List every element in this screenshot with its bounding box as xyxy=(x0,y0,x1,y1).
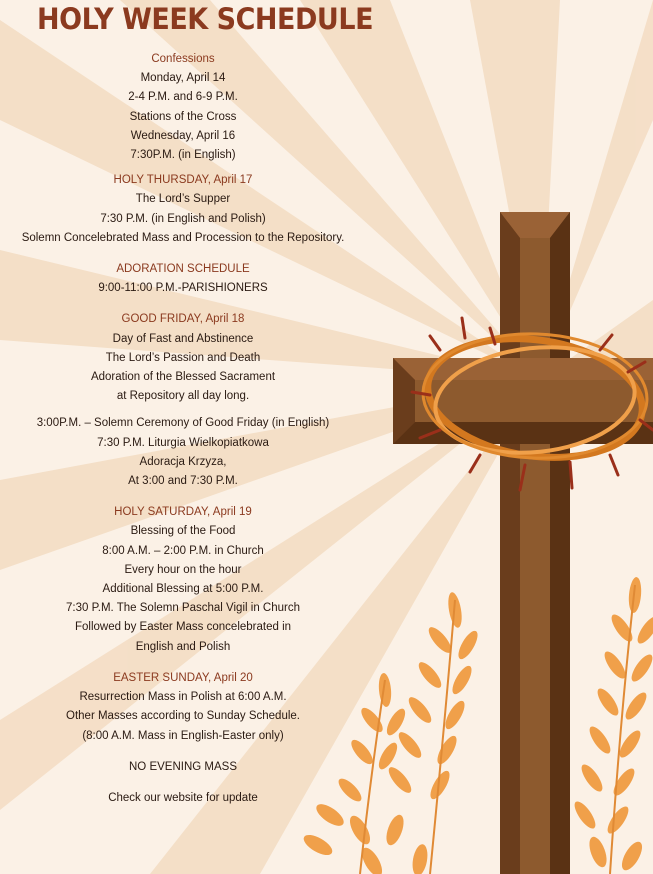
schedule xyxy=(0,50,366,808)
section-heading: Confessions xyxy=(151,53,215,65)
easter-sunday-section xyxy=(0,669,366,746)
schedule-line: Day of Fast and Abstinence xyxy=(112,332,254,345)
section-heading: ADORATION SCHEDULE xyxy=(116,263,250,276)
schedule-line: At 3:00 and 7:30 P.M. xyxy=(128,475,238,488)
footer-note xyxy=(0,789,366,808)
no-evening-mass-notice xyxy=(0,758,366,777)
schedule-line: The Lord’s Supper xyxy=(135,193,231,206)
holy-saturday-section xyxy=(0,503,366,657)
schedule-line: Adoracja Krzyza, xyxy=(139,455,227,468)
schedule-line: 2-4 P.M. and 6-9 P.M. xyxy=(128,91,238,104)
section-heading: EASTER SUNDAY, April 20 xyxy=(113,671,253,684)
confessions-section xyxy=(0,50,366,165)
good-friday-section xyxy=(0,310,366,491)
notice-text: NO EVENING MASS xyxy=(129,760,237,773)
page-title: HOLY WEEK SCHEDULE xyxy=(37,2,374,36)
schedule-line: English and Polish xyxy=(135,640,231,653)
schedule-line: Stations of the Cross xyxy=(129,110,237,123)
schedule-line: 7:30 P.M. (in English and Polish) xyxy=(100,212,266,225)
schedule-line: Additional Blessing at 5:00 P.M. xyxy=(102,583,264,596)
schedule-line: (8:00 A.M. Mass in English-Easter only) xyxy=(82,729,284,742)
schedule-line: 9:00-11:00 P.M.-PARISHIONERS xyxy=(98,282,268,295)
schedule-line: Other Masses according to Sunday Schedule. xyxy=(66,710,300,723)
schedule-line: Followed by Easter Mass concelebrated in xyxy=(74,621,292,634)
adoration-section xyxy=(0,260,366,298)
schedule-line: Resurrection Mass in Polish at 6:00 A.M. xyxy=(79,691,287,704)
schedule-line: Every hour on the hour xyxy=(124,563,242,576)
footer-text: Check our website for update xyxy=(108,791,258,804)
spacer xyxy=(0,406,366,414)
schedule-line: Solemn Concelebrated Mass and Procession to the Repository. xyxy=(21,231,345,244)
schedule-line: 7:30 P.M. The Solemn Paschal Vigil in Church xyxy=(66,602,300,615)
schedule-line: 7:30P.M. (in English) xyxy=(130,149,236,162)
section-heading: HOLY SATURDAY, April 19 xyxy=(114,506,252,519)
schedule-line: Blessing of the Food xyxy=(130,525,236,538)
section-heading: GOOD FRIDAY, April 18 xyxy=(121,313,245,326)
schedule-line: 8:00 A.M. – 2:00 P.M. in Church xyxy=(102,544,264,557)
schedule-line: 7:30 P.M. Liturgia Wielkopiatkowa xyxy=(97,436,269,449)
schedule-line: Wednesday, April 16 xyxy=(130,129,236,142)
schedule-line: at Repository all day long. xyxy=(116,390,250,403)
schedule-line: 3:00P.M. – Solemn Ceremony of Good Friday (in English) xyxy=(36,417,330,430)
holy-thursday-section xyxy=(0,171,366,248)
section-heading: HOLY THURSDAY, April 17 xyxy=(113,174,253,187)
schedule-line: Monday, April 14 xyxy=(140,72,226,85)
schedule-line: Adoration of the Blessed Sacrament xyxy=(90,371,276,384)
schedule-line: The Lord’s Passion and Death xyxy=(105,351,261,364)
